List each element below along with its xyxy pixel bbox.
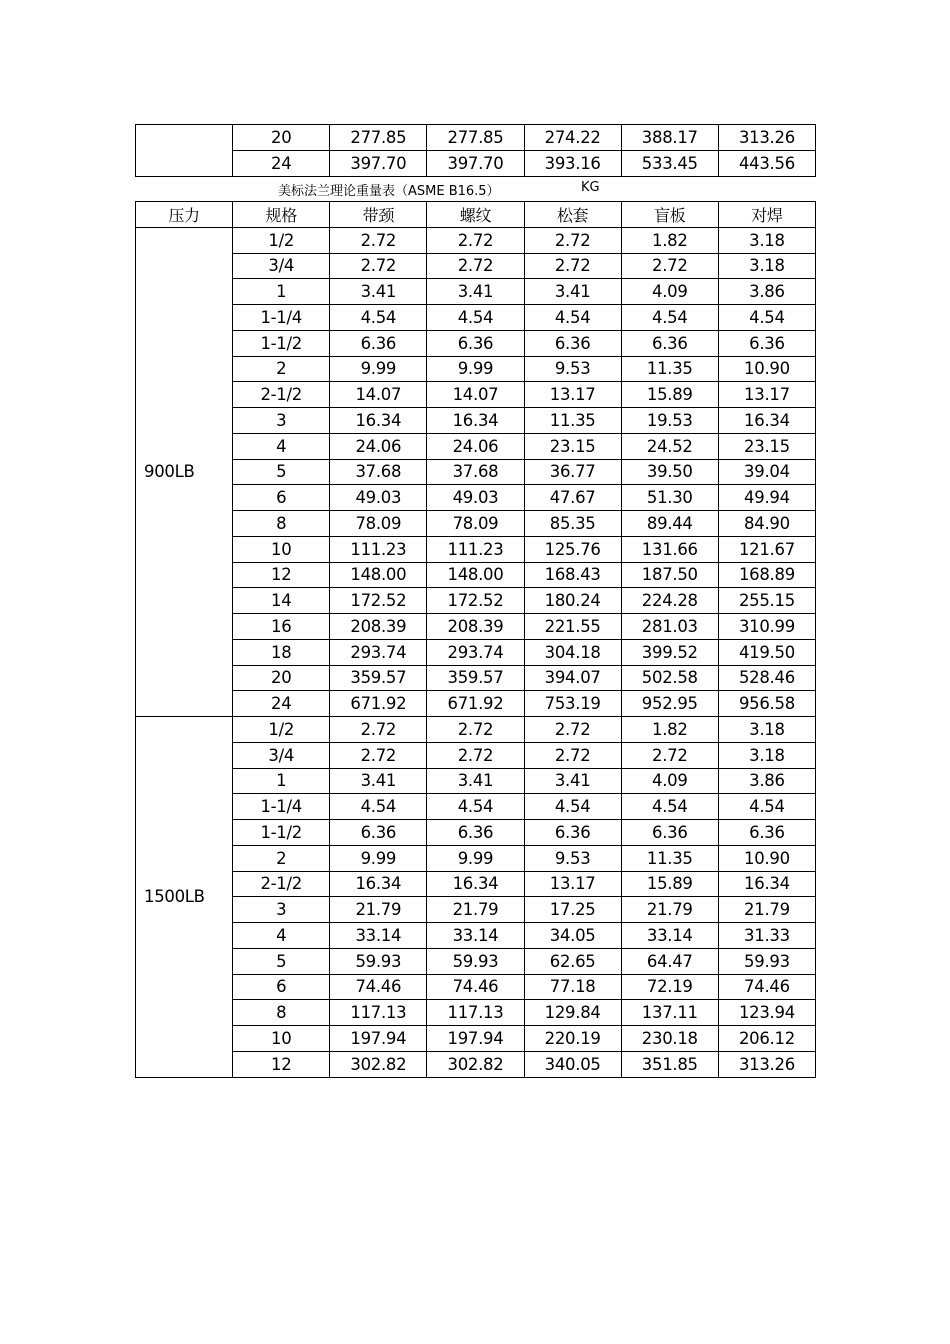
threaded-cell: 2.72 — [427, 227, 524, 253]
weld-neck-cell: 172.52 — [330, 588, 427, 614]
butt-weld-cell: 3.18 — [718, 253, 815, 279]
lap-joint-cell: 77.18 — [524, 974, 621, 1000]
threaded-cell: 2.72 — [427, 253, 524, 279]
butt-weld-cell: 4.54 — [718, 794, 815, 820]
size-cell: 10 — [233, 536, 330, 562]
blind-cell: 4.09 — [621, 768, 718, 794]
weld-neck-cell: 21.79 — [330, 897, 427, 923]
blind-cell: 502.58 — [621, 665, 718, 691]
table-row — [136, 150, 816, 176]
butt-weld-cell: 121.67 — [718, 536, 815, 562]
header-pressure: 压力 — [136, 202, 233, 228]
size-cell: 3 — [233, 897, 330, 923]
blind-cell: 388.17 — [621, 125, 718, 151]
header-threaded: 螺纹 — [427, 202, 524, 228]
butt-weld-cell: 10.90 — [718, 356, 815, 382]
weld-neck-cell: 277.85 — [330, 125, 427, 151]
threaded-cell: 293.74 — [427, 639, 524, 665]
size-cell: 1 — [233, 768, 330, 794]
threaded-cell: 74.46 — [427, 974, 524, 1000]
weld-neck-cell: 4.54 — [330, 794, 427, 820]
table-row — [136, 227, 816, 253]
table-row — [136, 742, 816, 768]
blind-cell: 89.44 — [621, 511, 718, 537]
lap-joint-cell: 9.53 — [524, 356, 621, 382]
blind-cell: 64.47 — [621, 948, 718, 974]
size-cell: 6 — [233, 974, 330, 1000]
lap-joint-cell: 2.72 — [524, 717, 621, 743]
threaded-cell: 16.34 — [427, 408, 524, 434]
size-cell: 24 — [233, 150, 330, 176]
header-blind: 盲板 — [621, 202, 718, 228]
blind-cell: 224.28 — [621, 588, 718, 614]
table-row — [136, 485, 816, 511]
blind-cell: 281.03 — [621, 614, 718, 640]
threaded-cell: 3.41 — [427, 279, 524, 305]
threaded-cell: 9.99 — [427, 356, 524, 382]
weld-neck-cell: 6.36 — [330, 820, 427, 846]
butt-weld-cell: 443.56 — [718, 150, 815, 176]
size-cell: 4 — [233, 433, 330, 459]
blind-cell: 4.54 — [621, 305, 718, 331]
lap-joint-cell: 62.65 — [524, 948, 621, 974]
blind-cell: 1.82 — [621, 717, 718, 743]
blind-cell: 15.89 — [621, 382, 718, 408]
table-row — [136, 305, 816, 331]
blind-cell: 131.66 — [621, 536, 718, 562]
size-cell: 2 — [233, 845, 330, 871]
butt-weld-cell: 528.46 — [718, 665, 815, 691]
pressure-cell: 1500LB — [136, 717, 233, 1078]
weld-neck-cell: 397.70 — [330, 150, 427, 176]
butt-weld-cell: 74.46 — [718, 974, 815, 1000]
size-cell: 3/4 — [233, 253, 330, 279]
weld-neck-cell: 14.07 — [330, 382, 427, 408]
weld-neck-cell: 16.34 — [330, 871, 427, 897]
butt-weld-cell: 39.04 — [718, 459, 815, 485]
table-row — [136, 562, 816, 588]
table-row — [136, 923, 816, 949]
lap-joint-cell: 304.18 — [524, 639, 621, 665]
threaded-cell: 4.54 — [427, 794, 524, 820]
lap-joint-cell: 11.35 — [524, 408, 621, 434]
weld-neck-cell: 4.54 — [330, 305, 427, 331]
size-cell: 5 — [233, 948, 330, 974]
butt-weld-cell: 6.36 — [718, 820, 815, 846]
blind-cell: 4.09 — [621, 279, 718, 305]
butt-weld-cell: 3.18 — [718, 227, 815, 253]
lap-joint-cell: 4.54 — [524, 794, 621, 820]
weld-neck-cell: 2.72 — [330, 227, 427, 253]
lap-joint-cell: 394.07 — [524, 665, 621, 691]
lap-joint-cell: 129.84 — [524, 1000, 621, 1026]
lap-joint-cell: 340.05 — [524, 1051, 621, 1077]
table-row — [136, 356, 816, 382]
weld-neck-cell: 59.93 — [330, 948, 427, 974]
caption-title: 美标法兰理论重量表（ASME B16.5） — [278, 184, 500, 199]
weld-neck-cell: 6.36 — [330, 330, 427, 356]
blind-cell: 33.14 — [621, 923, 718, 949]
butt-weld-cell: 310.99 — [718, 614, 815, 640]
threaded-cell: 59.93 — [427, 948, 524, 974]
size-cell: 1-1/4 — [233, 794, 330, 820]
lap-joint-cell: 221.55 — [524, 614, 621, 640]
threaded-cell: 24.06 — [427, 433, 524, 459]
weld-neck-cell: 24.06 — [330, 433, 427, 459]
blind-cell: 2.72 — [621, 742, 718, 768]
header-weld-neck: 带颈 — [330, 202, 427, 228]
lap-joint-cell: 168.43 — [524, 562, 621, 588]
threaded-cell: 6.36 — [427, 820, 524, 846]
table-row — [136, 897, 816, 923]
size-cell: 2 — [233, 356, 330, 382]
size-cell: 12 — [233, 562, 330, 588]
threaded-cell: 2.72 — [427, 742, 524, 768]
threaded-cell: 6.36 — [427, 330, 524, 356]
blind-cell: 6.36 — [621, 820, 718, 846]
table-row — [136, 665, 816, 691]
table-row — [136, 253, 816, 279]
table-row — [136, 717, 816, 743]
lap-joint-cell: 2.72 — [524, 742, 621, 768]
butt-weld-cell: 3.18 — [718, 742, 815, 768]
threaded-cell: 2.72 — [427, 717, 524, 743]
table-row — [136, 279, 816, 305]
table-row — [136, 768, 816, 794]
table-caption — [278, 180, 678, 198]
header-row — [136, 202, 816, 228]
weld-neck-cell: 148.00 — [330, 562, 427, 588]
blind-cell: 533.45 — [621, 150, 718, 176]
size-cell: 6 — [233, 485, 330, 511]
size-cell: 16 — [233, 614, 330, 640]
table-row — [136, 1026, 816, 1052]
weld-neck-cell: 2.72 — [330, 742, 427, 768]
lap-joint-cell: 34.05 — [524, 923, 621, 949]
lap-joint-cell: 2.72 — [524, 253, 621, 279]
threaded-cell: 148.00 — [427, 562, 524, 588]
table-row — [136, 408, 816, 434]
lap-joint-cell: 125.76 — [524, 536, 621, 562]
size-cell: 20 — [233, 665, 330, 691]
size-cell: 18 — [233, 639, 330, 665]
blind-cell: 137.11 — [621, 1000, 718, 1026]
table-row — [136, 433, 816, 459]
weld-neck-cell: 293.74 — [330, 639, 427, 665]
lap-joint-cell: 9.53 — [524, 845, 621, 871]
blind-cell: 51.30 — [621, 485, 718, 511]
blind-cell: 11.35 — [621, 845, 718, 871]
continued-table — [135, 124, 816, 177]
lap-joint-cell: 6.36 — [524, 820, 621, 846]
size-cell: 8 — [233, 511, 330, 537]
lap-joint-cell: 2.72 — [524, 227, 621, 253]
blind-cell: 187.50 — [621, 562, 718, 588]
blind-cell: 351.85 — [621, 1051, 718, 1077]
lap-joint-cell: 85.35 — [524, 511, 621, 537]
weld-neck-cell: 197.94 — [330, 1026, 427, 1052]
lap-joint-cell: 6.36 — [524, 330, 621, 356]
threaded-cell: 21.79 — [427, 897, 524, 923]
weld-neck-cell: 671.92 — [330, 691, 427, 717]
threaded-cell: 14.07 — [427, 382, 524, 408]
threaded-cell: 117.13 — [427, 1000, 524, 1026]
table-row — [136, 459, 816, 485]
lap-joint-cell: 3.41 — [524, 768, 621, 794]
blind-cell: 2.72 — [621, 253, 718, 279]
table-row — [136, 1051, 816, 1077]
butt-weld-cell: 13.17 — [718, 382, 815, 408]
lap-joint-cell: 13.17 — [524, 382, 621, 408]
size-cell: 8 — [233, 1000, 330, 1026]
blind-cell: 72.19 — [621, 974, 718, 1000]
lap-joint-cell: 4.54 — [524, 305, 621, 331]
size-cell: 2-1/2 — [233, 871, 330, 897]
lap-joint-cell: 47.67 — [524, 485, 621, 511]
lap-joint-cell: 220.19 — [524, 1026, 621, 1052]
size-cell: 20 — [233, 125, 330, 151]
butt-weld-cell: 6.36 — [718, 330, 815, 356]
table-row — [136, 125, 816, 151]
size-cell: 1-1/2 — [233, 820, 330, 846]
size-cell: 4 — [233, 923, 330, 949]
butt-weld-cell: 3.86 — [718, 768, 815, 794]
size-cell: 1-1/2 — [233, 330, 330, 356]
weld-neck-cell: 359.57 — [330, 665, 427, 691]
blind-cell: 230.18 — [621, 1026, 718, 1052]
blind-cell: 19.53 — [621, 408, 718, 434]
lap-joint-cell: 13.17 — [524, 871, 621, 897]
size-cell: 5 — [233, 459, 330, 485]
butt-weld-cell: 313.26 — [718, 125, 815, 151]
weld-neck-cell: 2.72 — [330, 253, 427, 279]
lap-joint-cell: 36.77 — [524, 459, 621, 485]
threaded-cell: 197.94 — [427, 1026, 524, 1052]
threaded-cell: 397.70 — [427, 150, 524, 176]
weld-neck-cell: 2.72 — [330, 717, 427, 743]
table-row — [136, 1000, 816, 1026]
butt-weld-cell: 168.89 — [718, 562, 815, 588]
butt-weld-cell: 956.58 — [718, 691, 815, 717]
weld-neck-cell: 74.46 — [330, 974, 427, 1000]
table-row — [136, 871, 816, 897]
lap-joint-cell: 753.19 — [524, 691, 621, 717]
size-cell: 1 — [233, 279, 330, 305]
header-butt-weld: 对焊 — [718, 202, 815, 228]
butt-weld-cell: 21.79 — [718, 897, 815, 923]
blind-cell: 1.82 — [621, 227, 718, 253]
header-lap-joint: 松套 — [524, 202, 621, 228]
table-row — [136, 820, 816, 846]
size-cell: 3 — [233, 408, 330, 434]
weld-neck-cell: 16.34 — [330, 408, 427, 434]
table-row — [136, 948, 816, 974]
butt-weld-cell: 59.93 — [718, 948, 815, 974]
table-row — [136, 330, 816, 356]
butt-weld-cell: 23.15 — [718, 433, 815, 459]
blind-cell: 21.79 — [621, 897, 718, 923]
butt-weld-cell: 255.15 — [718, 588, 815, 614]
blind-cell: 11.35 — [621, 356, 718, 382]
blind-cell: 15.89 — [621, 871, 718, 897]
weld-neck-cell: 33.14 — [330, 923, 427, 949]
weld-neck-cell: 37.68 — [330, 459, 427, 485]
threaded-cell: 33.14 — [427, 923, 524, 949]
butt-weld-cell: 84.90 — [718, 511, 815, 537]
lap-joint-cell: 23.15 — [524, 433, 621, 459]
table-row — [136, 639, 816, 665]
table-row — [136, 974, 816, 1000]
weld-neck-cell: 9.99 — [330, 845, 427, 871]
threaded-cell: 359.57 — [427, 665, 524, 691]
threaded-cell: 37.68 — [427, 459, 524, 485]
size-cell: 24 — [233, 691, 330, 717]
butt-weld-cell: 31.33 — [718, 923, 815, 949]
weld-neck-cell: 117.13 — [330, 1000, 427, 1026]
blind-cell: 39.50 — [621, 459, 718, 485]
pressure-cell-continued — [136, 125, 233, 177]
caption-unit: KG — [581, 180, 600, 195]
lap-joint-cell: 393.16 — [524, 150, 621, 176]
weld-neck-cell: 9.99 — [330, 356, 427, 382]
butt-weld-cell: 3.18 — [718, 717, 815, 743]
weld-neck-cell: 49.03 — [330, 485, 427, 511]
size-cell: 14 — [233, 588, 330, 614]
butt-weld-cell: 4.54 — [718, 305, 815, 331]
header-size: 规格 — [233, 202, 330, 228]
weld-neck-cell: 3.41 — [330, 279, 427, 305]
threaded-cell: 111.23 — [427, 536, 524, 562]
table-row — [136, 588, 816, 614]
lap-joint-cell: 3.41 — [524, 279, 621, 305]
threaded-cell: 302.82 — [427, 1051, 524, 1077]
lap-joint-cell: 274.22 — [524, 125, 621, 151]
lap-joint-cell: 17.25 — [524, 897, 621, 923]
butt-weld-cell: 206.12 — [718, 1026, 815, 1052]
pressure-cell: 900LB — [136, 227, 233, 716]
weld-neck-cell: 111.23 — [330, 536, 427, 562]
size-cell: 1/2 — [233, 717, 330, 743]
butt-weld-cell: 49.94 — [718, 485, 815, 511]
weld-neck-cell: 302.82 — [330, 1051, 427, 1077]
size-cell: 2-1/2 — [233, 382, 330, 408]
lap-joint-cell: 180.24 — [524, 588, 621, 614]
table-row — [136, 536, 816, 562]
butt-weld-cell: 3.86 — [718, 279, 815, 305]
blind-cell: 952.95 — [621, 691, 718, 717]
size-cell: 12 — [233, 1051, 330, 1077]
size-cell: 1/2 — [233, 227, 330, 253]
blind-cell: 399.52 — [621, 639, 718, 665]
threaded-cell: 49.03 — [427, 485, 524, 511]
flange-weight-table — [135, 201, 816, 1078]
butt-weld-cell: 16.34 — [718, 408, 815, 434]
blind-cell: 4.54 — [621, 794, 718, 820]
size-cell: 1-1/4 — [233, 305, 330, 331]
table-row — [136, 691, 816, 717]
threaded-cell: 208.39 — [427, 614, 524, 640]
table-row — [136, 614, 816, 640]
threaded-cell: 172.52 — [427, 588, 524, 614]
threaded-cell: 9.99 — [427, 845, 524, 871]
threaded-cell: 4.54 — [427, 305, 524, 331]
size-cell: 10 — [233, 1026, 330, 1052]
table-row — [136, 845, 816, 871]
butt-weld-cell: 313.26 — [718, 1051, 815, 1077]
butt-weld-cell: 123.94 — [718, 1000, 815, 1026]
threaded-cell: 16.34 — [427, 871, 524, 897]
size-cell: 3/4 — [233, 742, 330, 768]
butt-weld-cell: 419.50 — [718, 639, 815, 665]
weld-neck-cell: 208.39 — [330, 614, 427, 640]
threaded-cell: 671.92 — [427, 691, 524, 717]
threaded-cell: 277.85 — [427, 125, 524, 151]
threaded-cell: 3.41 — [427, 768, 524, 794]
table-row — [136, 794, 816, 820]
table-row — [136, 511, 816, 537]
table-row — [136, 382, 816, 408]
weld-neck-cell: 3.41 — [330, 768, 427, 794]
threaded-cell: 78.09 — [427, 511, 524, 537]
blind-cell: 6.36 — [621, 330, 718, 356]
blind-cell: 24.52 — [621, 433, 718, 459]
butt-weld-cell: 16.34 — [718, 871, 815, 897]
butt-weld-cell: 10.90 — [718, 845, 815, 871]
weld-neck-cell: 78.09 — [330, 511, 427, 537]
